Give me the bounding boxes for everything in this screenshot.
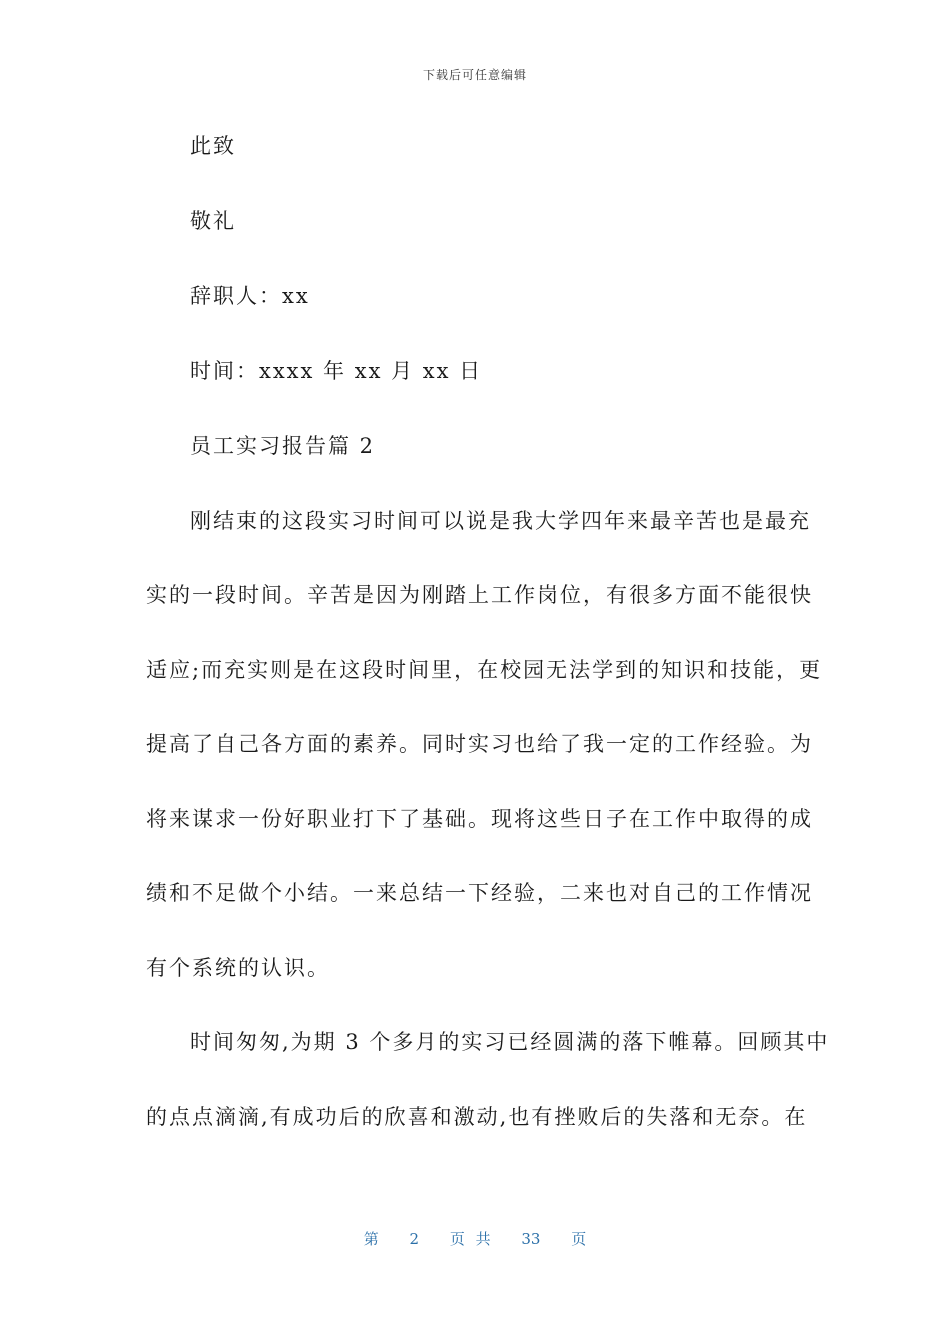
paragraph-1-line: 将来谋求一份好职业打下了基础。现将这些日子在工作中取得的成 — [146, 807, 813, 831]
paragraph-1-line: 适应;而充实则是在这段时间里，在校园无法学到的知识和技能，更 — [146, 658, 823, 682]
page-label-suffix: 页 — [571, 1230, 587, 1248]
letter-closing-1: 此致 — [190, 134, 236, 158]
total-pages-number: 33 — [521, 1230, 541, 1248]
paragraph-1-line: 实的一段时间。辛苦是因为刚踏上工作岗位，有很多方面不能很快 — [146, 583, 813, 607]
paragraph-2-line: 的点点滴滴,有成功后的欣喜和激动,也有挫败后的失落和无奈。在 — [146, 1105, 808, 1129]
letter-date: 时间：xxxx 年 xx 月 xx 日 — [190, 359, 483, 383]
current-page-number: 2 — [409, 1230, 420, 1248]
page-label-prefix: 第 — [363, 1230, 379, 1248]
letter-closing-2: 敬礼 — [190, 209, 236, 233]
paragraph-1-line: 绩和不足做个小结。一来总结一下经验，二来也对自己的工作情况 — [146, 881, 813, 905]
paragraph-1-line: 有个系统的认识。 — [146, 956, 330, 980]
letter-signer: 辞职人：xx — [190, 284, 310, 308]
page-label-mid: 页 共 — [449, 1230, 491, 1248]
paragraph-1-line: 刚结束的这段实习时间可以说是我大学四年来最辛苦也是最充 — [190, 509, 811, 533]
paragraph-2-line: 时间匆匆,为期 3 个多月的实习已经圆满的落下帷幕。回顾其中 — [190, 1030, 830, 1054]
report-title: 员工实习报告篇 2 — [190, 434, 376, 458]
paragraph-1-line: 提高了自己各方面的素养。同时实习也给了我一定的工作经验。为 — [146, 732, 813, 756]
page-footer — [0, 1228, 950, 1249]
header-note: 下载后可任意编辑 — [422, 68, 527, 82]
